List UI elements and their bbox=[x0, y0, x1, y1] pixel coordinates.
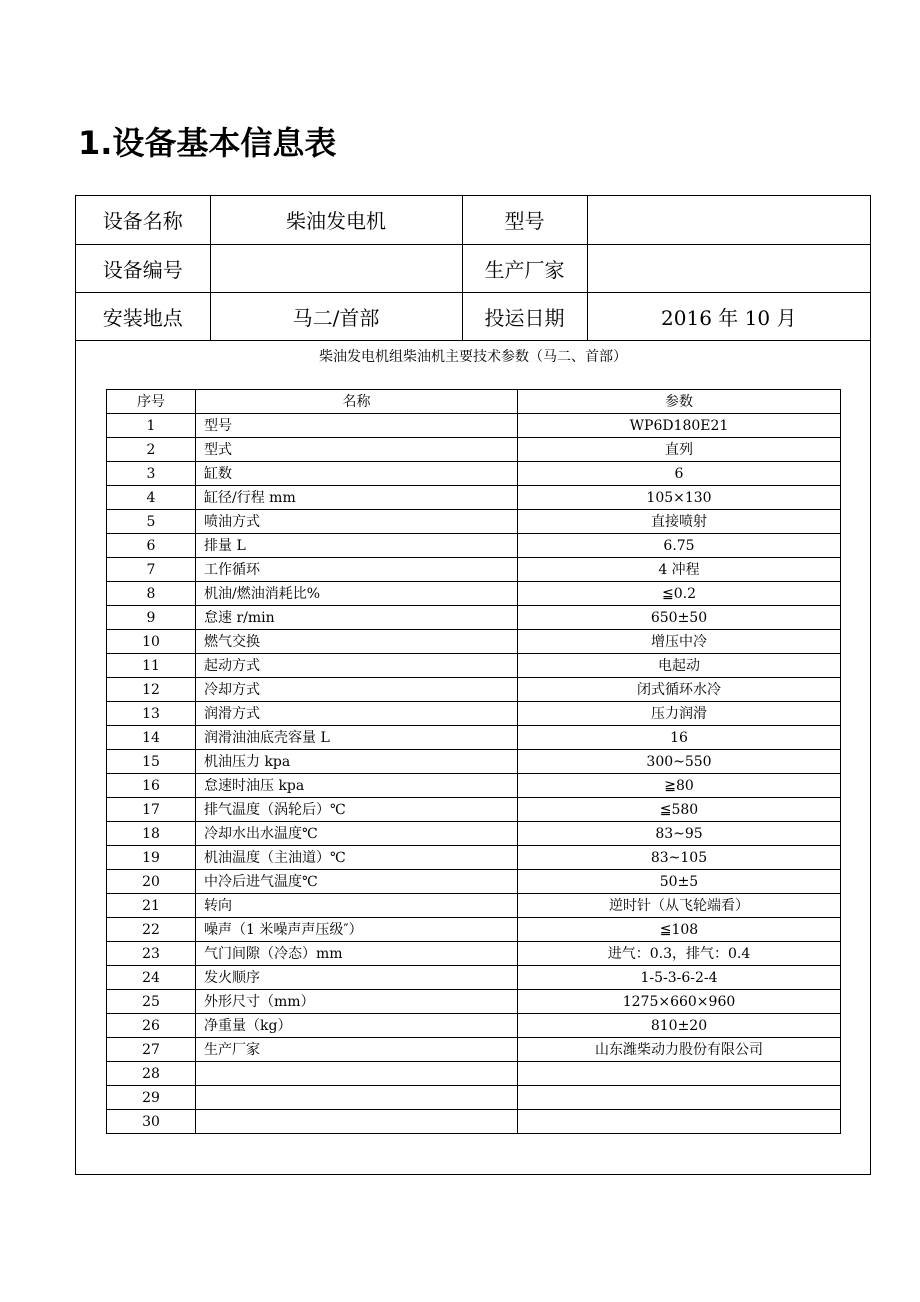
param-index: 12 bbox=[107, 678, 196, 702]
param-name bbox=[196, 1110, 518, 1134]
header-value: 参数 bbox=[518, 390, 841, 414]
param-value: 810±20 bbox=[518, 1014, 841, 1038]
table-row bbox=[107, 1086, 841, 1110]
param-index: 14 bbox=[107, 726, 196, 750]
param-index: 29 bbox=[107, 1086, 196, 1110]
param-name: 怠速时油压 kpa bbox=[196, 774, 518, 798]
param-name: 机油温度（主油道）℃ bbox=[196, 846, 518, 870]
tech-params-table bbox=[106, 389, 841, 1134]
param-value: 83~95 bbox=[518, 822, 841, 846]
table-row bbox=[107, 1014, 841, 1038]
table-row bbox=[107, 774, 841, 798]
param-name: 发火顺序 bbox=[196, 966, 518, 990]
param-name: 中冷后进气温度℃ bbox=[196, 870, 518, 894]
info-row bbox=[76, 196, 870, 244]
param-value: 进气：0.3，排气：0.4 bbox=[518, 942, 841, 966]
info-value bbox=[210, 244, 462, 292]
info-label: 投运日期 bbox=[462, 292, 587, 340]
table-row bbox=[107, 894, 841, 918]
table-row bbox=[107, 702, 841, 726]
param-index: 7 bbox=[107, 558, 196, 582]
info-label: 设备名称 bbox=[76, 196, 210, 244]
param-value: ≧80 bbox=[518, 774, 841, 798]
param-index: 22 bbox=[107, 918, 196, 942]
param-name: 排气温度（涡轮后）℃ bbox=[196, 798, 518, 822]
param-value bbox=[518, 1110, 841, 1134]
table-row bbox=[107, 798, 841, 822]
params-title: 柴油发电机组柴油机主要技术参数（马二、首部） bbox=[319, 349, 627, 365]
param-value: 山东潍柴动力股份有限公司 bbox=[518, 1038, 841, 1062]
param-value: ≦580 bbox=[518, 798, 841, 822]
param-value: 1275×660×960 bbox=[518, 990, 841, 1014]
param-name: 缸数 bbox=[196, 462, 518, 486]
info-row bbox=[76, 292, 870, 340]
param-name: 机油/燃油消耗比% bbox=[196, 582, 518, 606]
param-name: 转向 bbox=[196, 894, 518, 918]
param-value: 50±5 bbox=[518, 870, 841, 894]
param-name: 型式 bbox=[196, 438, 518, 462]
table-row bbox=[107, 918, 841, 942]
param-name: 冷却方式 bbox=[196, 678, 518, 702]
param-name: 怠速 r/min bbox=[196, 606, 518, 630]
table-row bbox=[107, 510, 841, 534]
param-index: 20 bbox=[107, 870, 196, 894]
param-name: 型号 bbox=[196, 414, 518, 438]
param-index: 11 bbox=[107, 654, 196, 678]
param-value: 增压中冷 bbox=[518, 630, 841, 654]
param-index: 18 bbox=[107, 822, 196, 846]
table-row bbox=[107, 630, 841, 654]
param-value: 闭式循环水冷 bbox=[518, 678, 841, 702]
table-row bbox=[107, 750, 841, 774]
info-label: 设备编号 bbox=[76, 244, 210, 292]
param-index: 6 bbox=[107, 534, 196, 558]
param-index: 15 bbox=[107, 750, 196, 774]
param-name: 润滑油油底壳容量 L bbox=[196, 726, 518, 750]
info-value: 柴油发电机 bbox=[210, 196, 462, 244]
param-value: 压力润滑 bbox=[518, 702, 841, 726]
param-name: 起动方式 bbox=[196, 654, 518, 678]
param-name: 外形尺寸（mm） bbox=[196, 990, 518, 1014]
param-index: 23 bbox=[107, 942, 196, 966]
param-name: 缸径/行程 mm bbox=[196, 486, 518, 510]
table-row bbox=[107, 462, 841, 486]
param-index: 9 bbox=[107, 606, 196, 630]
param-index: 8 bbox=[107, 582, 196, 606]
table-row bbox=[107, 1038, 841, 1062]
param-index: 21 bbox=[107, 894, 196, 918]
basic-info-table bbox=[76, 196, 870, 341]
param-name: 燃气交换 bbox=[196, 630, 518, 654]
info-value bbox=[587, 244, 870, 292]
table-row bbox=[107, 558, 841, 582]
param-value: 1-5-3-6-2-4 bbox=[518, 966, 841, 990]
param-index: 2 bbox=[107, 438, 196, 462]
param-name: 喷油方式 bbox=[196, 510, 518, 534]
param-index: 1 bbox=[107, 414, 196, 438]
param-name: 机油压力 kpa bbox=[196, 750, 518, 774]
param-value: 4 冲程 bbox=[518, 558, 841, 582]
param-value: 电起动 bbox=[518, 654, 841, 678]
param-index: 28 bbox=[107, 1062, 196, 1086]
table-row bbox=[107, 1110, 841, 1134]
table-row bbox=[107, 438, 841, 462]
table-row bbox=[107, 606, 841, 630]
param-value bbox=[518, 1062, 841, 1086]
param-index: 26 bbox=[107, 1014, 196, 1038]
param-name bbox=[196, 1086, 518, 1110]
param-value: 650±50 bbox=[518, 606, 841, 630]
param-value: WP6D180E21 bbox=[518, 414, 841, 438]
param-name: 噪声（1 米噪声声压级″） bbox=[196, 918, 518, 942]
param-value: 逆时针（从飞轮端看） bbox=[518, 894, 841, 918]
param-value: 直接喷射 bbox=[518, 510, 841, 534]
page-title: 1.设备基本信息表 bbox=[78, 124, 337, 162]
param-name: 排量 L bbox=[196, 534, 518, 558]
table-row bbox=[107, 654, 841, 678]
table-row bbox=[107, 678, 841, 702]
table-row bbox=[107, 990, 841, 1014]
param-value: 83~105 bbox=[518, 846, 841, 870]
param-index: 25 bbox=[107, 990, 196, 1014]
param-value: 300~550 bbox=[518, 750, 841, 774]
param-value: ≦0.2 bbox=[518, 582, 841, 606]
param-name: 净重量（kg） bbox=[196, 1014, 518, 1038]
param-index: 27 bbox=[107, 1038, 196, 1062]
info-label: 型号 bbox=[462, 196, 587, 244]
equipment-info-sheet bbox=[75, 195, 871, 1175]
param-name bbox=[196, 1062, 518, 1086]
table-row bbox=[107, 534, 841, 558]
param-value: 直列 bbox=[518, 438, 841, 462]
param-value: 16 bbox=[518, 726, 841, 750]
table-row bbox=[107, 582, 841, 606]
header-index: 序号 bbox=[107, 390, 196, 414]
param-index: 10 bbox=[107, 630, 196, 654]
param-index: 30 bbox=[107, 1110, 196, 1134]
param-name: 气门间隙（冷态）mm bbox=[196, 942, 518, 966]
info-row bbox=[76, 244, 870, 292]
table-row bbox=[107, 1062, 841, 1086]
param-name: 生产厂家 bbox=[196, 1038, 518, 1062]
param-value: 6 bbox=[518, 462, 841, 486]
param-index: 4 bbox=[107, 486, 196, 510]
info-value bbox=[587, 196, 870, 244]
param-value: 6.75 bbox=[518, 534, 841, 558]
info-value: 马二/首部 bbox=[210, 292, 462, 340]
param-index: 16 bbox=[107, 774, 196, 798]
param-value bbox=[518, 1086, 841, 1110]
param-value: ≦108 bbox=[518, 918, 841, 942]
table-row bbox=[107, 822, 841, 846]
header-name: 名称 bbox=[196, 390, 518, 414]
param-value: 105×130 bbox=[518, 486, 841, 510]
param-index: 13 bbox=[107, 702, 196, 726]
table-row bbox=[107, 870, 841, 894]
param-index: 19 bbox=[107, 846, 196, 870]
info-label: 生产厂家 bbox=[462, 244, 587, 292]
param-index: 5 bbox=[107, 510, 196, 534]
param-name: 润滑方式 bbox=[196, 702, 518, 726]
param-index: 3 bbox=[107, 462, 196, 486]
table-row bbox=[107, 726, 841, 750]
table-row bbox=[107, 414, 841, 438]
info-label: 安装地点 bbox=[76, 292, 210, 340]
param-name: 冷却水出水温度℃ bbox=[196, 822, 518, 846]
param-index: 17 bbox=[107, 798, 196, 822]
table-row bbox=[107, 486, 841, 510]
table-row bbox=[107, 846, 841, 870]
params-header-row bbox=[107, 390, 841, 414]
param-index: 24 bbox=[107, 966, 196, 990]
table-row bbox=[107, 966, 841, 990]
param-name: 工作循环 bbox=[196, 558, 518, 582]
table-row bbox=[107, 942, 841, 966]
info-value: 2016 年 10 月 bbox=[587, 292, 870, 340]
